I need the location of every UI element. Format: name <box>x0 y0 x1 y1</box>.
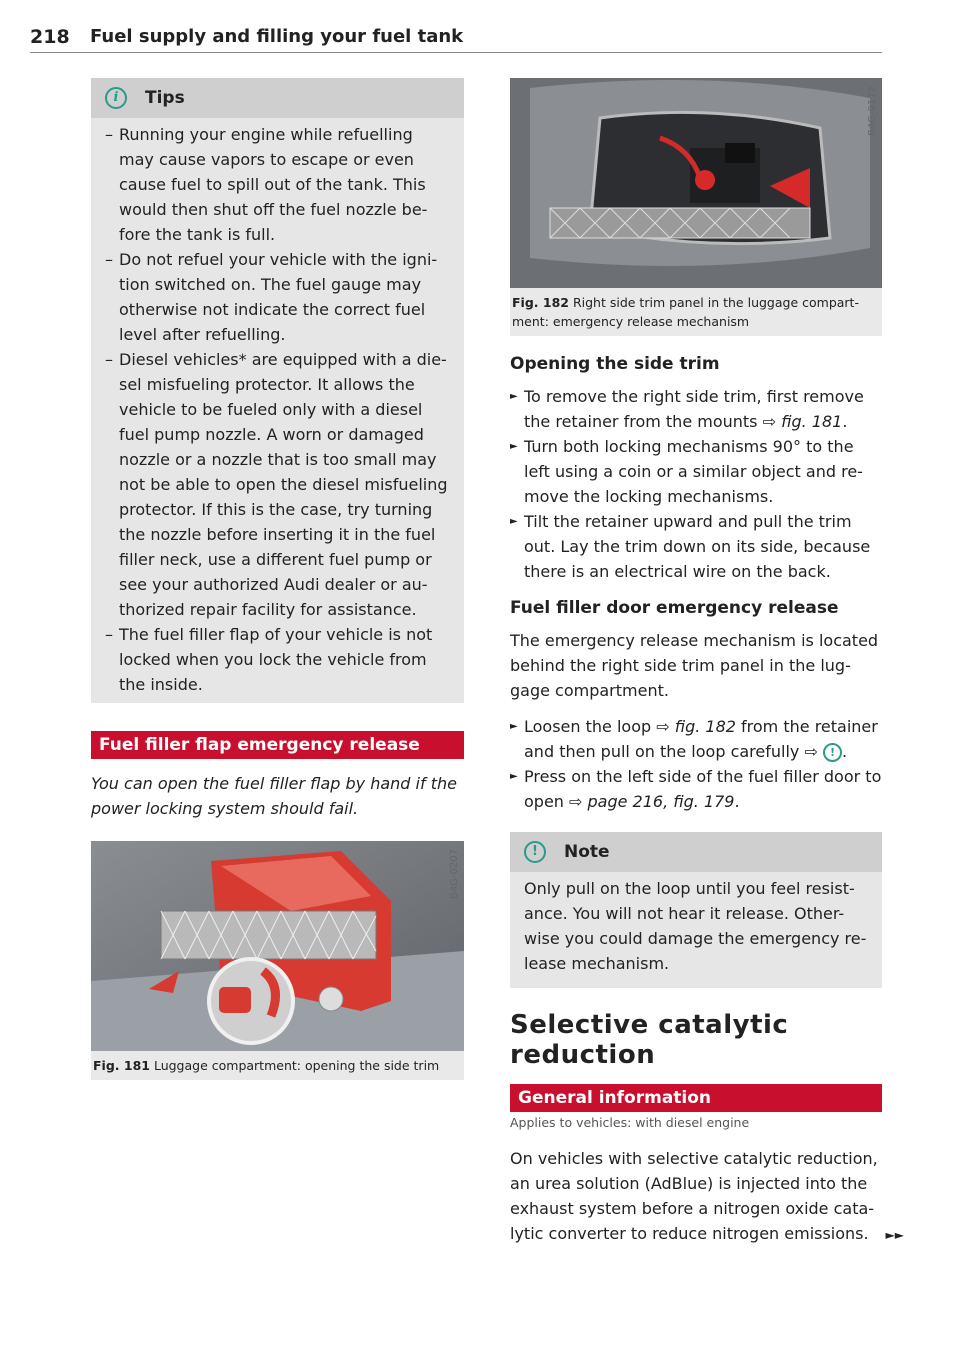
heading-fuel-filler-door: Fuel filler door emergency release <box>510 598 839 618</box>
tips-header <box>91 78 464 118</box>
figure-caption-text: Right side trim panel in the luggage compart- ment: emergency release mechanism <box>512 295 859 329</box>
door-description: The emergency release mechanism is located behind the right side trim panel in the lug- gage compartment. <box>510 631 879 700</box>
warning-icon: ! <box>524 841 546 863</box>
info-icon: i <box>105 87 127 109</box>
figure-code: B4G-0172 <box>867 86 878 137</box>
figure-caption-text: Luggage compartment: opening the side trim <box>153 1058 440 1073</box>
left-column <box>91 78 464 1080</box>
page-number: 218 <box>30 26 70 48</box>
scr-body-wrap <box>510 1146 904 1246</box>
step-item: ► To remove the right side trim, first remove the retainer from the mounts ⇨ fig. 181. <box>510 384 882 434</box>
door-steps <box>510 714 882 814</box>
applies-to: Applies to vehicles: with diesel engine <box>510 1115 750 1130</box>
tips-list <box>91 118 464 703</box>
figure-181 <box>91 841 464 1080</box>
tips-label: Tips <box>145 88 185 108</box>
step-item: ► Turn both locking mechanisms 90° to the left using a coin or a similar object and re- move the locking mechanisms. <box>510 434 882 509</box>
right-column <box>510 78 904 1246</box>
trim-panel-illustration <box>510 78 882 288</box>
figure-182 <box>510 78 882 336</box>
heading-opening-side-trim: Opening the side trim <box>510 354 720 374</box>
scr-body: On vehicles with selective catalytic reduction, an urea solution (AdBlue) is injected into the exhaust system before a nitrogen oxide cata- lytic converter to reduce nitrogen emissions. <box>510 1149 878 1243</box>
section-intro: You can open the fuel filler flap by hand if the power locking system should fail. <box>91 774 457 818</box>
step-item: ► Press on the left side of the fuel filler door to open ⇨ page 216, fig. 179. <box>510 764 882 814</box>
section-title-scr: Selective catalytic reduction <box>510 1010 789 1070</box>
tip-item: – The fuel filler flap of your vehicle is not locked when you lock the vehicle from the inside. <box>105 622 450 697</box>
step-item: ► Tilt the retainer upward and pull the trim out. Lay the trim down on its side, because there is an electrical wire on the back. <box>510 509 882 584</box>
warning-icon: ! <box>823 743 842 762</box>
page-header <box>30 24 882 53</box>
step-item: ► Loosen the loop ⇨ fig. 182 from the retainer and then pull on the loop carefully ⇨ ! . <box>510 714 882 764</box>
luggage-compartment-illustration <box>91 841 464 1051</box>
note-header <box>510 832 882 872</box>
tips-box <box>91 78 464 703</box>
page-reference-link[interactable]: ⇨ page 216, fig. 179 <box>569 792 735 811</box>
figure-182-image <box>510 78 882 288</box>
chapter-title: Fuel supply and filling your fuel tank <box>90 26 464 47</box>
figure-code: B4G-0207 <box>449 849 460 900</box>
tip-item: – Diesel vehicles* are equipped with a die- sel misfueling protector. It allows the vehicle to be fueled only with a diesel fuel pump nozzle. A worn or damaged nozzle or a nozzle that is too small may not be able to open the diesel misfueling protector. If this is the case, try turning the nozzle before inserting it in the fuel filler neck, use a different fuel pump or see your authorized Audi dealer or au- thorized repair facility for assistance. <box>105 347 450 622</box>
opening-steps <box>510 384 882 584</box>
note-body: Only pull on the loop until you feel resist- ance. You will not hear it release. Other- wise you could damage the emergency re- lease mechanism. <box>524 879 867 973</box>
tip-item: – Do not refuel your vehicle with the igni- tion switched on. The fuel gauge may otherwise not indicate the correct fuel level after refuelling. <box>105 247 450 347</box>
note-box <box>510 832 882 988</box>
section-heading-flap: Fuel filler flap emergency release <box>91 731 464 759</box>
figure-label: Fig. 182 <box>512 295 569 310</box>
note-label: Note <box>564 842 610 862</box>
figure-181-image <box>91 841 464 1051</box>
figure-caption <box>510 288 882 336</box>
figure-reference-link[interactable]: ⇨ fig. 182 <box>656 717 736 736</box>
figure-reference-link[interactable]: ⇨ fig. 181 <box>762 412 843 431</box>
section-heading-general: General information <box>510 1084 882 1112</box>
tip-item: – Running your engine while refuelling may cause vapors to escape or even cause fuel to spill out of the tank. This would then shut off the fuel nozzle be- fore the tank is full. <box>105 122 450 247</box>
continue-arrow-icon: ►► <box>885 1228 904 1242</box>
figure-label: Fig. 181 <box>93 1058 150 1073</box>
figure-caption <box>91 1051 464 1080</box>
